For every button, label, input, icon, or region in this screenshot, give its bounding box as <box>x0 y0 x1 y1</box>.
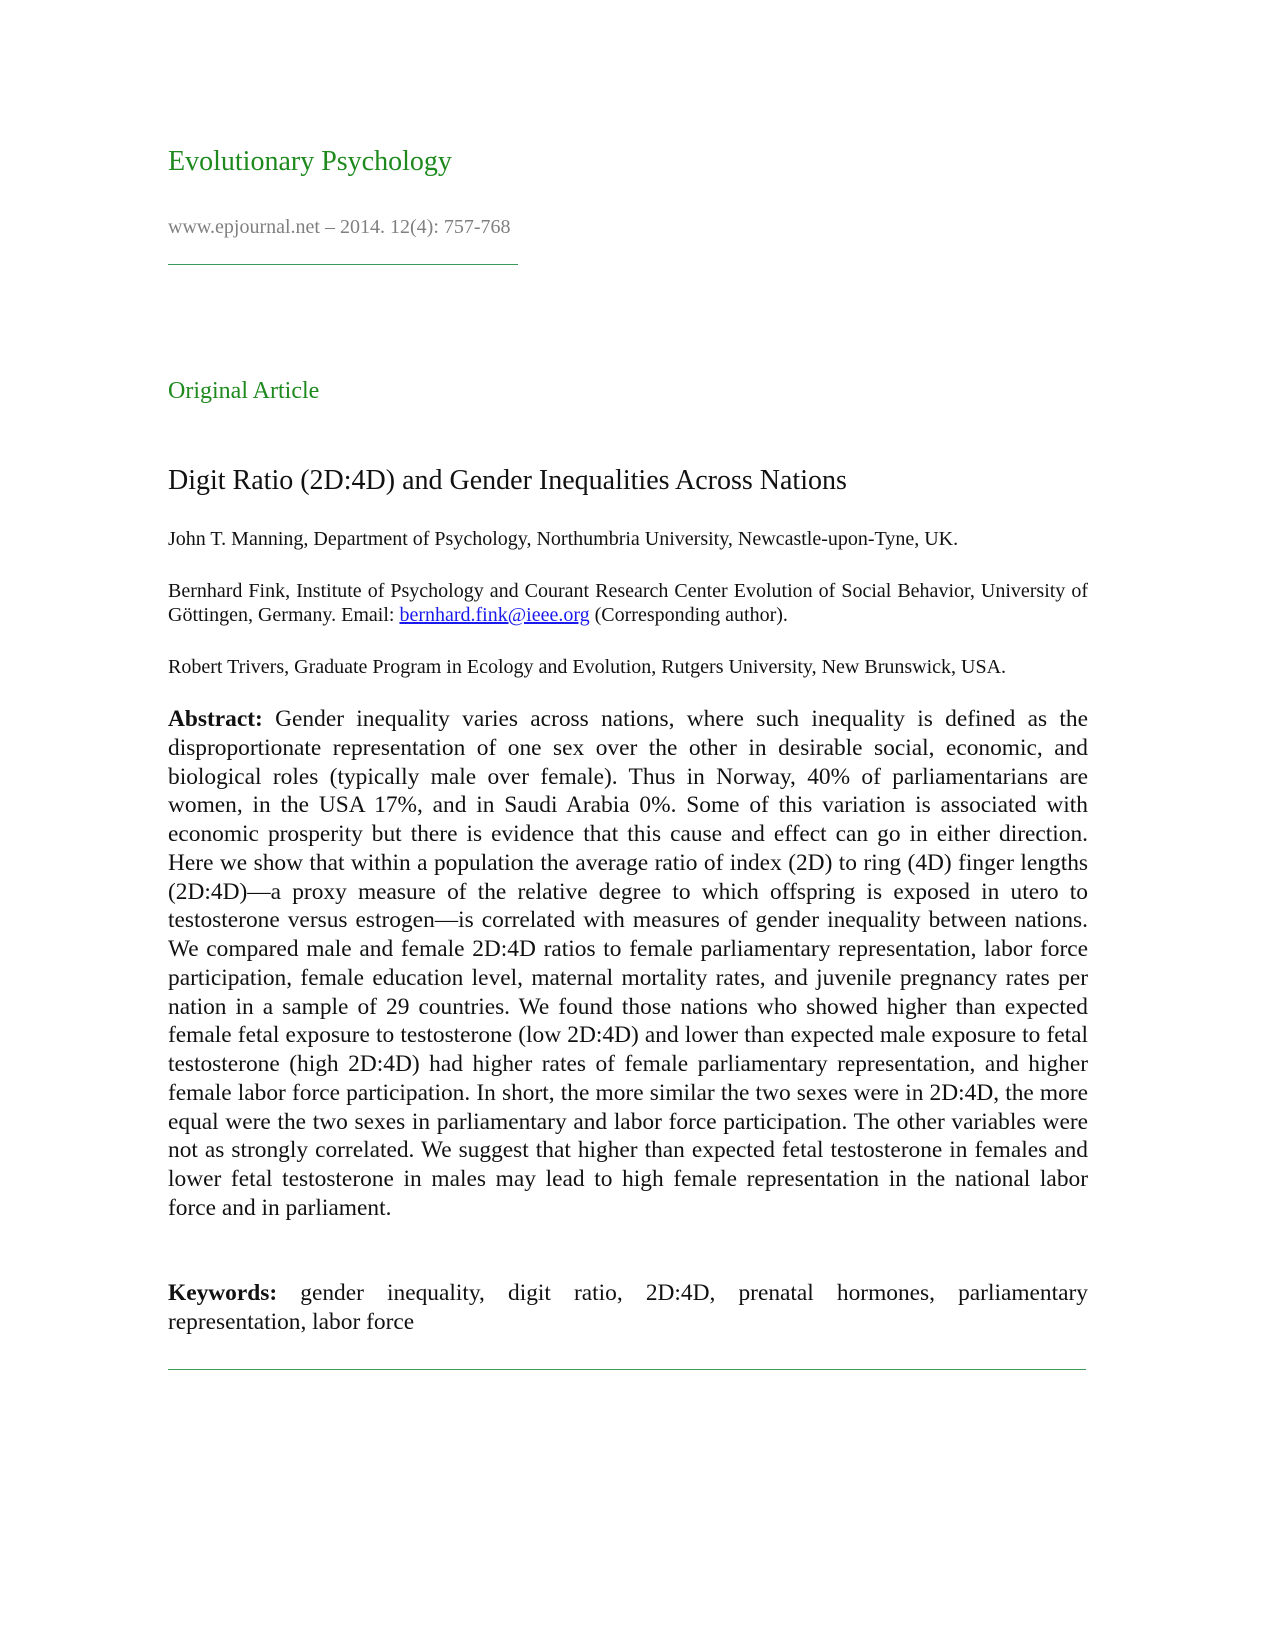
header-divider <box>168 264 518 265</box>
author-affiliation-2 <box>168 579 1088 627</box>
abstract-divider <box>168 1369 1086 1370</box>
author-affiliation-2-suffix: (Corresponding author). <box>589 604 788 626</box>
abstract-label: Abstract: <box>168 706 263 732</box>
journal-citation: www.epjournal.net – 2014. 12(4): 757-768 <box>168 216 511 238</box>
author-affiliation-2-text: Bernhard Fink, Institute of Psychology and Courant Research Center Evolution of Social Behavior, University of Göttingen, Germany. Email: <box>168 580 1088 626</box>
article-title: Digit Ratio (2D:4D) and Gender Inequalities Across Nations <box>168 465 847 496</box>
author-affiliation-1: John T. Manning, Department of Psychology, Northumbria University, Newcastle-upon-Tyne, UK. <box>168 528 959 550</box>
keywords-label: Keywords: <box>168 1280 278 1306</box>
keywords <box>168 1279 1088 1337</box>
article-type: Original Article <box>168 378 320 404</box>
author-email-link[interactable]: bernhard.fink@ieee.org <box>399 604 590 626</box>
keywords-text: gender inequality, digit ratio, 2D:4D, prenatal hormones, parliamentary representation, labor force <box>168 1280 1088 1335</box>
journal-title: Evolutionary Psychology <box>168 146 452 177</box>
abstract-text: Gender inequality varies across nations, where such inequality is defined as the disproportionate representation of one sex over the other in desirable social, economic, and biological roles (typically male over female). Thus in Norway, 40% of parliamentarians are women, in the USA 17%, and in Saudi Arabia 0%. Some of this variation is associated with economic prosperity but there is evidence that this cause and effect can go in either direction. Here we show that within a population the average ratio of index (2D) to ring (4D) finger lengths (2D:4D)—a proxy measure of the relative degree to which offspring is exposed in utero to testosterone versus estrogen—is correlated with measures of gender inequality between nations. We compared male and female 2D:4D ratios to female parliamentary representation, labor force participation, female education level, maternal mortality rates, and juvenile pregnancy rates per nation in a sample of 29 countries. We found those nations who showed higher than expected female fetal exposure to testosterone (low 2D:4D) and lower than expected male exposure to fetal testosterone (high 2D:4D) had higher rates of female parliamentary representation, and higher female labor force participation. In short, the more similar the two sexes were in 2D:4D, the more equal were the two sexes in parliamentary and labor force participation. The other variables were not as strongly correlated. We suggest that higher than expected fetal testosterone in females and lower fetal testosterone in males may lead to high female representation in the national labor force and in parliament. <box>168 706 1088 1221</box>
author-affiliation-3: Robert Trivers, Graduate Program in Ecology and Evolution, Rutgers University, New Brunswick, USA. <box>168 656 1007 678</box>
abstract <box>168 705 1088 1223</box>
